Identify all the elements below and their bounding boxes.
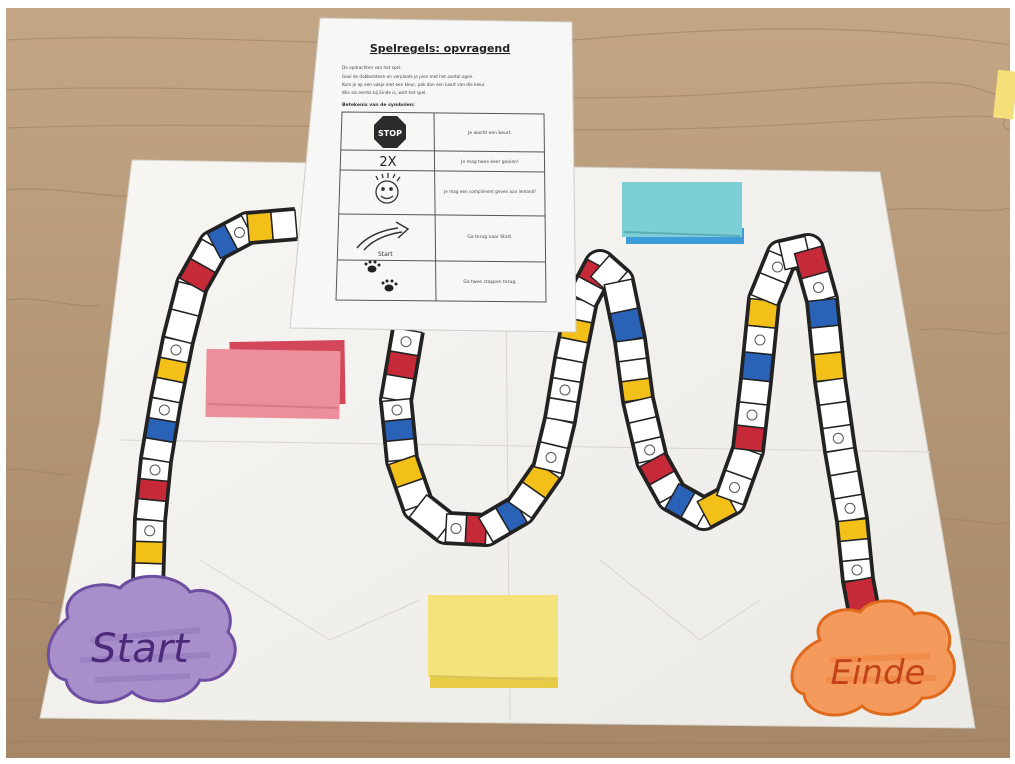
board-tile	[135, 520, 164, 543]
board-tile	[135, 541, 164, 564]
rules-row-3-text: Ga terug naar Start.	[467, 235, 513, 240]
cyan-card-stack	[622, 182, 744, 244]
board-tile	[382, 399, 412, 422]
board-tile	[840, 539, 870, 562]
board-tile	[745, 325, 776, 354]
board-tile	[734, 425, 764, 452]
board-tile	[247, 212, 273, 242]
board-tile	[838, 519, 868, 542]
rules-intro-0: De opdrachten van het spel:	[342, 65, 402, 70]
board-tile	[742, 352, 773, 381]
board-tile	[610, 308, 643, 343]
rules-row-0-symbol: STOP	[378, 129, 402, 138]
rules-row-1-text: Je mag twee keer gooien!	[461, 160, 519, 165]
yellow-card-stack	[428, 595, 558, 688]
board-tile	[737, 402, 767, 429]
board-tile	[739, 378, 769, 405]
board-tile	[813, 352, 844, 381]
board-tile	[136, 499, 166, 522]
rules-intro-3: Wie als eerste bij Einde is, wint het spel.	[342, 90, 427, 95]
rules-sheet	[290, 18, 576, 332]
rules-row-2-text: Je mag een compliment geven aan iemand!	[444, 189, 536, 194]
pink-card-stack	[205, 340, 345, 419]
rules-row-3-symbol: Start	[378, 251, 393, 258]
rules-intro-2: Kom je op een vakje met een kleur, pak dan een kaart van die kleur.	[342, 82, 486, 87]
board-tile	[834, 494, 866, 522]
start-label: Start	[91, 626, 189, 672]
rules-intro-1: Gooi de dobbelsteen en verplaats je pion met het aantal ogen.	[342, 74, 474, 79]
rules-row-4-text: Ga twee stappen terug.	[463, 280, 517, 285]
board-tile	[811, 325, 842, 354]
rules-title: Spelregels: opvragend	[369, 42, 511, 55]
end-label: Einde	[830, 653, 926, 693]
rules-legend-heading: Betekenis van de symbolen:	[342, 103, 415, 108]
board-tile	[138, 479, 168, 502]
board-tile	[271, 210, 297, 240]
board-tile	[445, 514, 466, 543]
rules-row-0-text: Je wacht een beurt.	[468, 131, 512, 136]
board-tile	[384, 419, 414, 442]
rules-row-1-symbol: 2X	[379, 155, 397, 170]
board-tile	[808, 299, 839, 328]
